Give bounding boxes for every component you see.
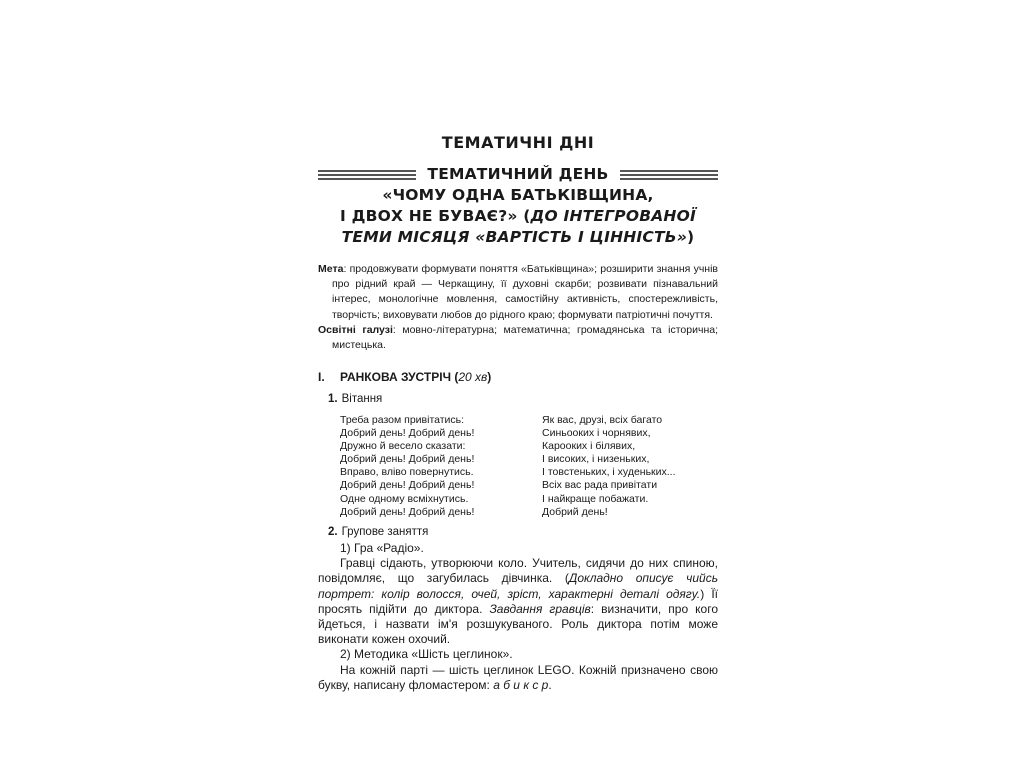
lesson-title-block [318,164,718,248]
poem-line: Карооких і білявих, [542,440,636,453]
decorative-rules-left [318,170,416,182]
section-heading: I. РАНКОВА ЗУСТРІЧ (20 хв) [318,370,492,384]
poem-line: І товстеньких, і худеньких... [542,466,676,479]
poem-line: Як вас, друзі, всіх багато [542,414,663,426]
poem-line: Добрий день! Добрий день! [340,479,475,492]
poem-line: Синьооких і чорнявих, [542,427,651,440]
poem-right-column [542,414,676,519]
title-line-3: І ДВОХ НЕ БУВАЄ?» (ДО ІНТЕГРОВАНОЇ [340,207,696,225]
section-title: ТЕМАТИЧНІ ДНІ [441,133,595,152]
paragraph-game-description: Гравці сідають, утворюючи коло. Учитель, сидячи до них спиною, повідомляє, що загубилась дівчинка. (Докладно описує чийсь портрет: колір волосся, очей, зріст, характерні деталі одягу.) Її просять підійти до диктора. Завдання гравців: визначити, про кого йдеться, і назвати ім'я розшукуваного. Роль диктора потім може виконати кожен охочий. [318,556,719,647]
title-line-4: ТЕМИ МІСЯЦЯ «ВАРТІСТЬ І ЦІННІСТЬ») [341,228,695,246]
goal-paragraph: Мета: продовжувати формувати поняття «Батьківщина»; розширити знання учнів про рідний край — Черкащину, її духовні скарби; розвивати пізнавальний інтерес, монологічне мовлення, самостійну активність, спостережливість, творчість; виховувати любов до рідного краю; формувати патріотичні почуття. [318,263,718,321]
poem-line: Добрий день! Добрий день! [340,453,475,466]
poem-left-column [340,414,474,519]
decorative-rules-right [620,170,718,182]
title-line-2: «ЧОМУ ОДНА БАТЬКІВЩИНА, [382,186,654,204]
paragraph-method-description: На кожній парті — шість цеглинок LEGO. Кожній призначено свою букву, написану фломастером: а б и к с р. [318,662,718,692]
poem-line: Добрий день! [542,505,608,518]
document-page [318,0,718,768]
body-text [318,541,718,693]
paragraph-game-radio: 1) Гра «Радіо». [340,541,424,555]
title-line-1: ТЕМАТИЧНИЙ ДЕНЬ [427,165,609,183]
poem-line: Добрий день! Добрий день! [340,505,475,518]
poem-line: Добрий день! Добрий день! [340,427,475,440]
poem-line: І високих, і низеньких, [542,453,650,466]
poem-line: Всіх вас рада привітати [542,479,658,492]
poem-line: Вправо, вліво повернутись. [340,466,474,479]
poem-line: І найкраще побажати. [542,492,649,505]
lesson-meta [318,262,718,353]
item-group-activity: 2. Групове заняття [328,526,429,538]
poem-line: Треба разом привітатись: [340,414,465,426]
poem-line: Дружно й весело сказати: [340,440,466,453]
item-greeting: 1. Вітання [328,393,383,405]
paragraph-method-title: 2) Методика «Шість цеглинок». [340,647,513,662]
areas-paragraph: Освітні галузі: мовно-літературна; математична; громадянська та історична; мистецька. [318,323,718,352]
poem-line: Одне одному всміхнутись. [340,492,469,505]
